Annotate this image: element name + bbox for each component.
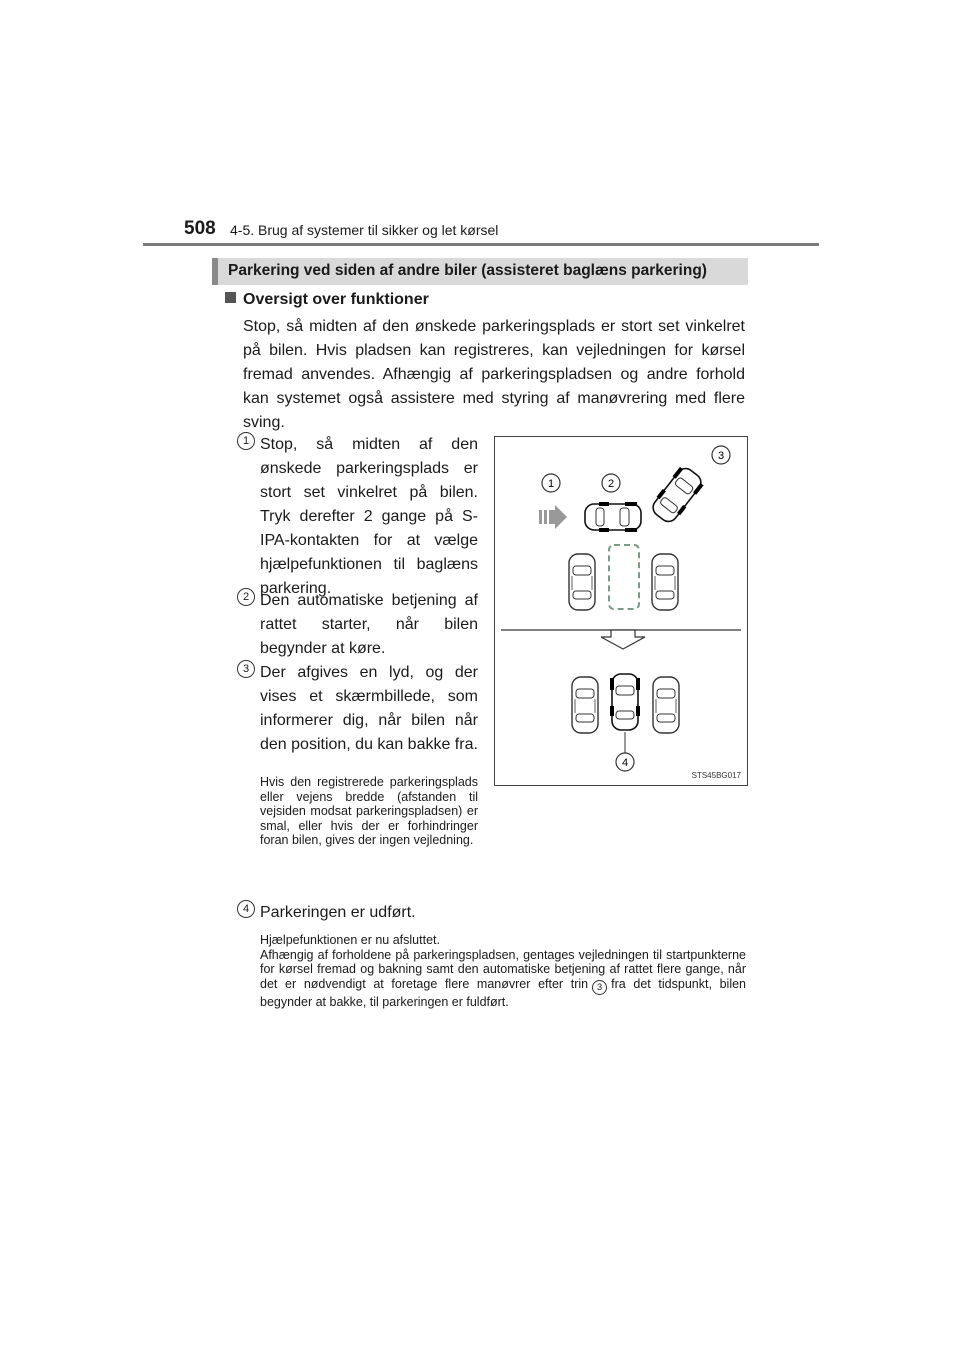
car-icon [572, 677, 598, 733]
car-icon [653, 677, 679, 733]
car-icon [612, 674, 638, 730]
step-2-badge: 2 [237, 588, 255, 606]
heading-text: Parkering ved siden af andre biler (assisteret baglæns parkering) [228, 262, 707, 279]
section-title: 4-5. Brug af systemer til sikker og let kørsel [230, 222, 499, 238]
page-number: 508 [184, 218, 216, 239]
car-icon [652, 554, 678, 610]
intro-paragraph: Stop, så midten af den ønskede parkeringsplads er stort set vinkelret på bilen. Hvis pladsen kan registreres, kan vejledningen for kørsel fremad anvendes. Afhængig af parkeringspladsen og andre forhold kan systemet også assistere med styring af manøvrering med flere sving. [243, 318, 745, 431]
figure-label-4: 4 [621, 757, 629, 769]
footer-notes [260, 933, 746, 1010]
car-icon [650, 465, 705, 525]
arrow-down-icon [601, 630, 645, 649]
header-rule [143, 243, 819, 246]
heading-bar [212, 258, 748, 285]
figure-label-3: 3 [717, 450, 725, 462]
footer-line-2-before: Afhængig af forholdene på parkeringspladsen, gentages vejledningen til startpunkterne for kørsel fremad og bakning samt den automatiske betjening af rattet flere gange, når det er nødvendigt at foretage flere manøvrer efter trin [260, 947, 746, 992]
figure-label-2: 2 [607, 478, 615, 490]
step-4-text: Parkeringen er udført. [260, 904, 416, 921]
footer-line-2 [260, 948, 746, 1010]
step-3-badge: 3 [237, 660, 255, 678]
inline-step-badge: 3 [592, 980, 607, 995]
footer-line-2-after: fra det tidspunkt, bilen begynder at bakke, til parkeringen er fuldført. [260, 977, 746, 1010]
car-icon [585, 504, 641, 530]
step-1-badge: 1 [237, 432, 255, 450]
step-3-note: Hvis den registrerede parkeringsplads eller vejens bredde (afstanden til vejsiden modsat parkeringspladsen) er smal, eller hvis der er forhindringer foran bilen, gives der ingen vejledning. [260, 775, 478, 847]
sub-heading-text: Oversigt over funktioner [243, 291, 429, 308]
footer-line-1: Hjælpefunktionen er nu afsluttet. [260, 933, 440, 947]
figure-label-1: 1 [547, 478, 555, 490]
parking-illustration [495, 437, 747, 785]
step-1-text: Stop, så midten af den ønskede parkeringsplads er stort set vinkelret på bilen. Tryk derefter 2 gange på S-IPA-kontakten for at vælge hjælpefunktionen til baglæns parkering. [260, 436, 478, 597]
car-icon [569, 554, 595, 610]
sub-heading [225, 291, 429, 309]
square-bullet-icon [225, 292, 236, 303]
arrow-right-icon [539, 505, 567, 529]
step-4-badge: 4 [237, 900, 255, 918]
step-3-text: Der afgives en lyd, og der vises et skærmbillede, som informerer dig, når bilen når den position, du kan bakke fra. [260, 664, 478, 753]
figure-code: STS45BG017 [691, 771, 741, 780]
step-2-text: Den automatiske betjening af rattet starter, når bilen begynder at køre. [260, 592, 478, 657]
parking-figure [494, 436, 748, 786]
